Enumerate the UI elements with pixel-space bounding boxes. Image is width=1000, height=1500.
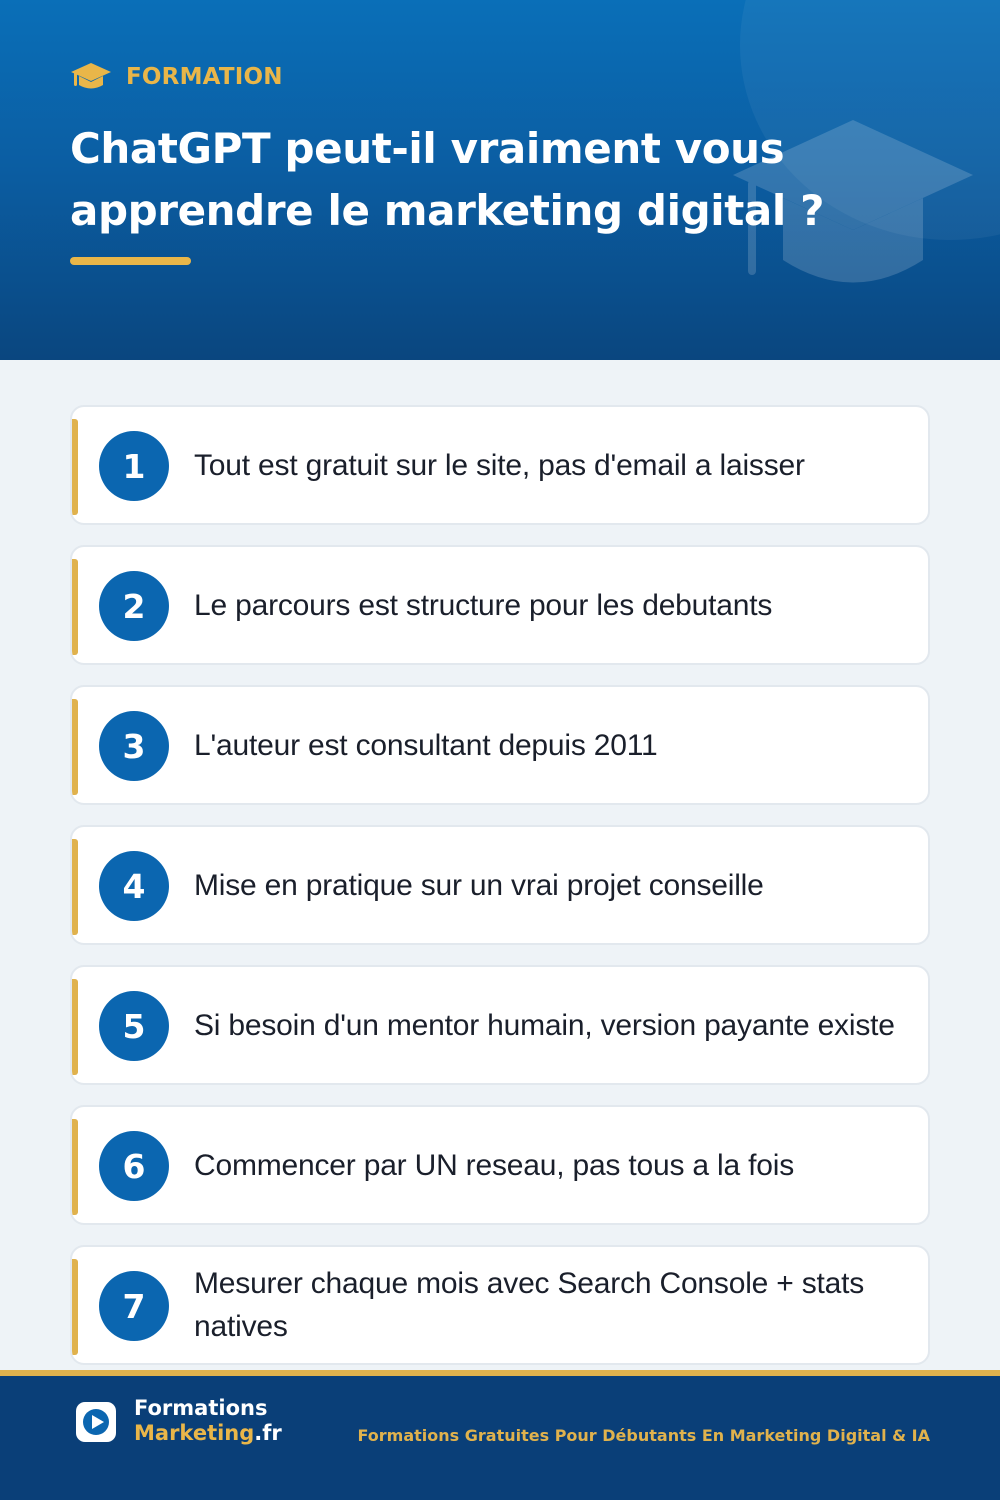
- item-text: Tout est gratuit sur le site, pas d'email a laisser: [194, 448, 805, 482]
- list-item: [70, 1245, 930, 1365]
- list-item: [70, 685, 930, 805]
- number-badge: 1: [99, 431, 169, 501]
- list-item: [70, 545, 930, 665]
- logo-badge[interactable]: [76, 1402, 116, 1442]
- list-item: [70, 965, 930, 1085]
- number-badge: 7: [99, 1271, 169, 1341]
- list-item: [70, 1105, 930, 1225]
- number-badge: 2: [99, 571, 169, 641]
- graduation-cap-icon: [70, 60, 112, 94]
- number-badge: 4: [99, 851, 169, 921]
- card-accent-bar: [72, 1259, 78, 1355]
- list-item: [70, 825, 930, 945]
- footer: [0, 1376, 1000, 1500]
- page-title: ChatGPT peut-il vraiment vous apprendre le marketing digital ?: [70, 124, 825, 235]
- list-item: [70, 405, 930, 525]
- item-text: Mise en pratique sur un vrai projet conseille: [194, 868, 764, 902]
- logo-line-1: Formations: [134, 1396, 268, 1420]
- footer-tagline: Formations Gratuites Pour Débutants En Marketing Digital & IA: [357, 1426, 930, 1445]
- item-text: L'auteur est consultant depuis 2011: [194, 728, 658, 762]
- title-underline: [70, 257, 191, 265]
- item-text: Mesurer chaque mois avec Search Console + stats natives: [194, 1267, 865, 1343]
- eyebrow-label: FORMATION: [126, 64, 283, 90]
- card-accent-bar: [72, 979, 78, 1075]
- number-badge: 5: [99, 991, 169, 1061]
- logo-suffix: .fr: [254, 1421, 282, 1445]
- number-badge: 3: [99, 711, 169, 781]
- item-text: Le parcours est structure pour les debutants: [194, 588, 773, 622]
- item-text: Commencer par UN reseau, pas tous a la fois: [194, 1148, 794, 1182]
- card-accent-bar: [72, 559, 78, 655]
- logo-line-2: [134, 1421, 282, 1446]
- card-accent-bar: [72, 1119, 78, 1215]
- logo-wordmark[interactable]: [134, 1396, 282, 1446]
- header-banner: [0, 0, 1000, 360]
- card-accent-bar: [72, 839, 78, 935]
- play-icon: [76, 1402, 116, 1442]
- number-badge: 6: [99, 1131, 169, 1201]
- item-text: Si besoin d'un mentor humain, version payante existe: [194, 1008, 895, 1042]
- card-accent-bar: [72, 419, 78, 515]
- card-accent-bar: [72, 699, 78, 795]
- eyebrow: [70, 58, 283, 96]
- tips-list: [70, 405, 930, 1385]
- logo-line-2-word: Marketing: [134, 1421, 255, 1445]
